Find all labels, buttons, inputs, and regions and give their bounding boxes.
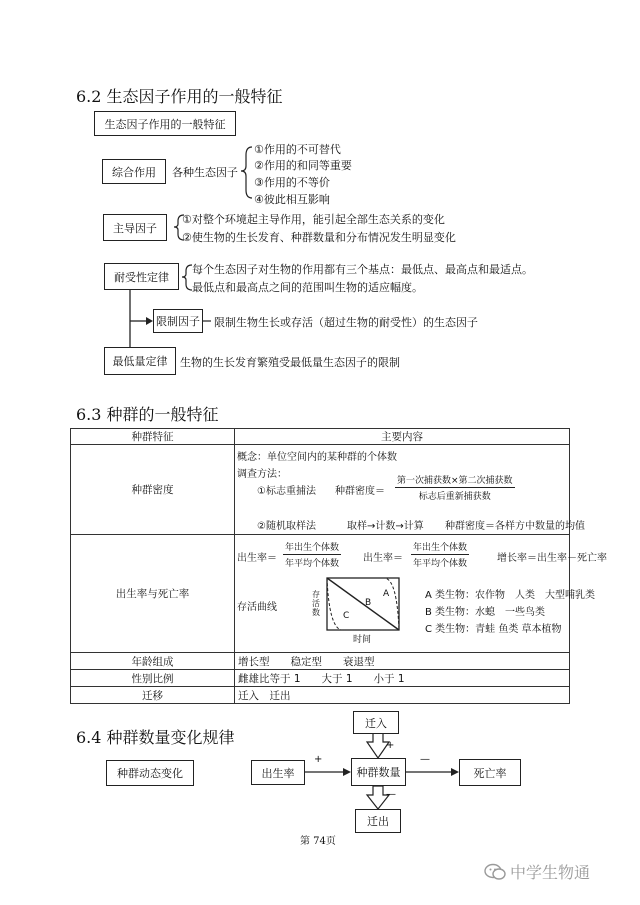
death-arrow bbox=[451, 768, 459, 776]
birth-rate-label-2: 出生率＝ bbox=[363, 553, 403, 564]
population-size-box: 种群数量 bbox=[351, 758, 406, 786]
dominant-item-1: ①对整个环境起主导作用，能引起全部生态关系的变化 bbox=[182, 213, 445, 226]
sex-ratio-value: 雌雄比等于 1 大于 1 小于 1 bbox=[235, 670, 570, 687]
death-sign: — bbox=[420, 754, 430, 765]
birth-rate-box: 出生率 bbox=[251, 760, 305, 785]
tolerance-line-1: 每个生态因子对生物的作用都有三个基点：最低点、最高点和最适点。 bbox=[192, 263, 533, 276]
type-c-organisms: C 类生物：青蛙 鱼类 草本植物 bbox=[425, 624, 562, 635]
density-concept: 概念：单位空间内的某种群的个体数 bbox=[237, 452, 397, 463]
minimum-text: 生物的生长发育繁殖受最低量生态因子的限制 bbox=[180, 356, 400, 369]
synergy-item-4: ④彼此相互影响 bbox=[254, 193, 330, 206]
immigration-sign: + bbox=[386, 740, 395, 751]
growth-rate-equation: 增长率＝出生率－死亡率 bbox=[497, 553, 607, 564]
section-6-4-heading: 6.4 种群数量变化规律 bbox=[76, 728, 235, 747]
mark-recapture-method: ①标志重捕法 bbox=[257, 486, 316, 497]
tolerance-line-2: 最低点和最高点之间的范围叫生物的适应幅度。 bbox=[192, 281, 423, 294]
type-a-organisms: A 类生物：农作物 人类 大型哺乳类 bbox=[425, 590, 596, 601]
sex-ratio-label: 性别比例 bbox=[71, 670, 235, 687]
birth-denominator: 年平均个体数 bbox=[285, 559, 340, 569]
synergy-item-3: ③作用的不等价 bbox=[254, 176, 330, 189]
page-number: 第 74页 bbox=[300, 836, 336, 847]
sampling-steps: 取样→计数→计算 bbox=[347, 521, 424, 532]
migration-label: 迁移 bbox=[71, 687, 235, 704]
tolerance-box: 耐受性定律 bbox=[104, 263, 179, 290]
minimum-box: 最低量定律 bbox=[104, 347, 176, 375]
birth-numerator-2: 年出生个体数 bbox=[411, 540, 469, 555]
density-equation: 种群密度＝各样方中数量的均值 bbox=[445, 521, 585, 532]
immigration-box: 迁入 bbox=[353, 711, 399, 734]
synergy-item-2: ②作用的和同等重要 bbox=[254, 159, 352, 172]
fraction-numerator: 第一次捕获数×第二次捕获数 bbox=[395, 473, 515, 488]
survey-methods: 调查方法： bbox=[237, 469, 287, 480]
curve-label-a: A bbox=[383, 589, 390, 599]
survival-curve-label: 存活曲线 bbox=[237, 602, 277, 613]
watermark-text: 中学生物通 bbox=[510, 863, 591, 882]
header-feature: 种群特征 bbox=[71, 429, 235, 445]
general-features-box: 生态因子作用的一般特征 bbox=[94, 111, 236, 136]
chart-y-axis-label: 存活数 bbox=[312, 590, 320, 617]
wechat-icon bbox=[484, 863, 506, 881]
header-content: 主要内容 bbox=[235, 429, 570, 445]
birth-sign: + bbox=[314, 754, 323, 765]
age-structure-value: 增长型 稳定型 衰退型 bbox=[235, 653, 570, 670]
birth-denominator-2: 年平均个体数 bbox=[413, 559, 468, 569]
chart-x-axis-label: 时间 bbox=[353, 635, 372, 645]
limiting-box: 限制因子 bbox=[153, 309, 203, 333]
type-b-organisms: B 类生物：水螅 一些鸟类 bbox=[425, 607, 546, 618]
curve-label-c: C bbox=[343, 611, 350, 621]
migration-value: 迁入 迁出 bbox=[235, 687, 570, 704]
section-6-2-heading: 6.2 生态因子作用的一般特征 bbox=[76, 87, 283, 106]
emigration-box: 迁出 bbox=[355, 809, 401, 833]
death-rate-box: 死亡率 bbox=[459, 759, 521, 786]
synergy-box: 综合作用 bbox=[102, 159, 166, 184]
birth-rate-label: 出生率＝ bbox=[237, 553, 277, 564]
emigration-sign: — bbox=[386, 789, 396, 800]
section-6-3-heading: 6.3 种群的一般特征 bbox=[76, 405, 219, 424]
density-formula-label: 种群密度＝ bbox=[335, 486, 385, 497]
factor-label: 各种生态因子 bbox=[172, 166, 238, 179]
dominant-box: 主导因子 bbox=[103, 214, 167, 241]
limiting-text: 限制生物生长或存活（超过生物的耐受性）的生态因子 bbox=[214, 316, 478, 329]
curve-label-b: B bbox=[365, 598, 372, 608]
synergy-item-1: ①作用的不可替代 bbox=[254, 143, 341, 156]
age-structure-label: 年龄组成 bbox=[71, 653, 235, 670]
population-dynamics-box: 种群动态变化 bbox=[106, 760, 194, 786]
random-sampling-method: ②随机取样法 bbox=[257, 521, 316, 532]
dominant-item-2: ②使生物的生长发育、种群数量和分布情况发生明显变化 bbox=[182, 231, 456, 244]
birth-numerator: 年出生个体数 bbox=[283, 540, 341, 555]
birth-arrow bbox=[343, 768, 351, 776]
birth-death-label: 出生率与死亡率 bbox=[71, 535, 235, 653]
watermark bbox=[484, 860, 590, 883]
density-label: 种群密度 bbox=[71, 445, 235, 535]
fraction-denominator: 标志后重新捕获数 bbox=[418, 492, 491, 502]
